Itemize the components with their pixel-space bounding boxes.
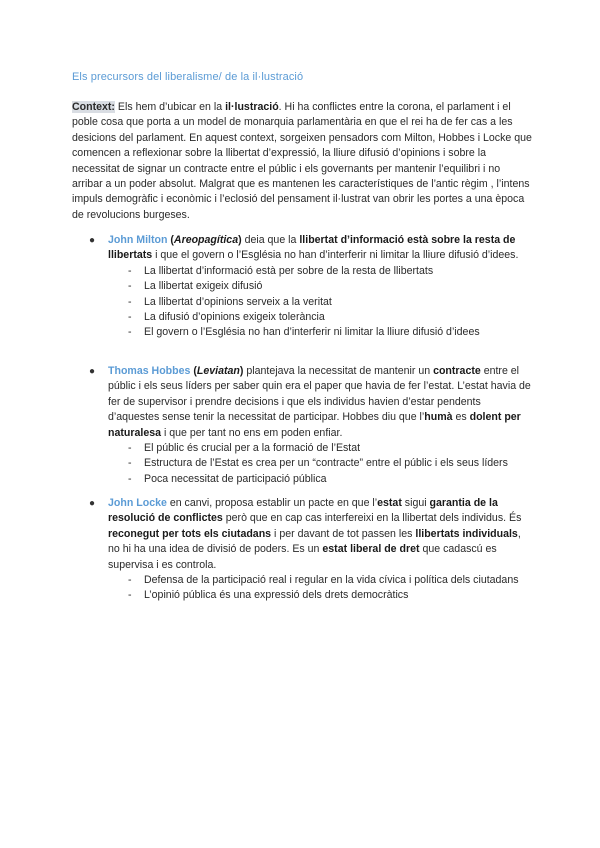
locke-text-4: i per davant de tot passen les <box>271 527 416 540</box>
locke-paragraph <box>72 496 532 573</box>
context-text-1: Els hem d’ubicar en la <box>114 101 226 113</box>
list-item: - La llibertat d’opinions serveix a la veritat <box>128 295 332 308</box>
list-item: - El públic és crucial per a la formació de l’Estat <box>128 442 361 455</box>
list-item: - La llibertat exigeix difusió <box>128 280 263 293</box>
locke-list <box>72 573 532 604</box>
list-item: - La difusió d’opinions exigeix tolerància <box>128 311 325 324</box>
list-item: - Poca necessitat de participació pública <box>128 472 327 485</box>
locke-bold-4: llibertats individuals <box>415 527 518 540</box>
hobbes-close: ) <box>239 365 244 377</box>
hobbes-bold-1: contracte <box>433 365 481 377</box>
section-locke <box>72 496 532 604</box>
hobbes-bold-3: dolent per naturalesa <box>108 411 521 439</box>
hobbes-text-2: entre el públic i els seus líders per saber quin era el paper que havia de fer l’estat. L’estat havia de fer de supervisor i prendre decisions i que els individus havien d’estar pendents d’aquestes sense tenir la necessitat de participar. Hobbes diu que l’ <box>108 365 531 424</box>
page-title: Els precursors del liberalisme/ de la il·lustració <box>72 71 304 83</box>
milton-bold-1: llibertat d’informació està sobre la resta de llibertats <box>108 234 516 262</box>
hobbes-open: ( <box>190 365 197 377</box>
context-label: Context: <box>72 101 115 113</box>
context-paragraph <box>72 100 532 223</box>
milton-text-1: deia que la <box>241 234 300 246</box>
milton-close: ) <box>238 234 242 246</box>
locke-text-5: , no hi ha una idea de divisió de poders. Es un <box>108 527 521 556</box>
context-bold-1: il·lustració <box>225 101 279 113</box>
hobbes-text-4: i que per tant no ens em poden enfiar. <box>161 426 343 439</box>
locke-text-1: en canvi, proposa establir un pacte en que l’ <box>166 497 378 509</box>
list-item: - El govern o l’Església no han d’interferir ni limitar la lliure difusió d’idees <box>128 326 480 339</box>
locke-bold-1: estat <box>377 497 402 509</box>
hobbes-name: Thomas Hobbes <box>108 365 191 377</box>
section-milton <box>72 233 532 341</box>
bullet-icon: ● <box>89 235 96 246</box>
context-text-2: . Hi ha conflictes entre la corona, el parlament i el poble cosa que porta a un model de monarquia parlamentària en que el rei ha de fer cas a les desicions del parlament. En aquest context, sorgeixen pensadors com Milton, Hobbes i Locke que comencen a reflexionar sobre la llibertat d’expressió, la lliure difusió d’opinions i sobre la necessitat de signar un contracte entre el públic i els governants per mantenir l’equilibri i no arribar a un poder absolut. Malgrat que es mantenen les característiques de l’antic règim , l’intens impuls demogràfic i econòmic i l’eclosió del pensament il·lustrat van obrir les portes a una època de revolucions burgeses. <box>72 101 532 221</box>
milton-text-2: i que el govern o l’Església no han d’interferir ni limitar la lliure difusió d’idees. <box>152 249 519 262</box>
hobbes-work: Leviatan <box>196 365 240 377</box>
locke-text-2: sigui <box>401 497 430 509</box>
locke-bold-5: estat liberal de dret <box>322 543 420 556</box>
locke-text-6: que cadascú es supervisa i es controla. <box>108 543 497 571</box>
list-item: - Estructura de l’Estat es crea per un “contracte” entre el públic i els seus líders <box>128 457 508 470</box>
list-item: - La llibertat d’informació està per sobre de la resta de llibertats <box>128 264 434 277</box>
hobbes-text-3: es <box>452 411 470 424</box>
hobbes-text-1: plantejava la necessitat de mantenir un <box>243 365 434 377</box>
locke-name: John Locke <box>108 497 167 509</box>
milton-paragraph <box>72 233 532 264</box>
hobbes-paragraph <box>72 364 532 441</box>
milton-name: John Milton <box>108 234 168 246</box>
section-hobbes <box>72 364 532 487</box>
list-item: - L’opinió pública és una expressió dels drets democràtics <box>128 589 409 602</box>
hobbes-bold-2: humà <box>424 411 453 424</box>
hobbes-list <box>72 441 532 487</box>
milton-list <box>72 264 532 341</box>
milton-work: Areopagítica <box>173 234 239 246</box>
locke-text-3: però que en cap cas interfereixi en la llibertat dels individus. És <box>222 512 522 525</box>
list-item: - Defensa de la participació real i regular en la vida cívica i política dels ciutadans <box>128 574 519 587</box>
bullet-icon: ● <box>89 366 96 377</box>
locke-bold-2: garantia de la resolució de conflictes <box>108 497 498 525</box>
locke-bold-3: reconegut per tots els ciutadans <box>108 527 272 540</box>
bullet-icon: ● <box>89 498 96 509</box>
milton-open: ( <box>167 234 174 246</box>
